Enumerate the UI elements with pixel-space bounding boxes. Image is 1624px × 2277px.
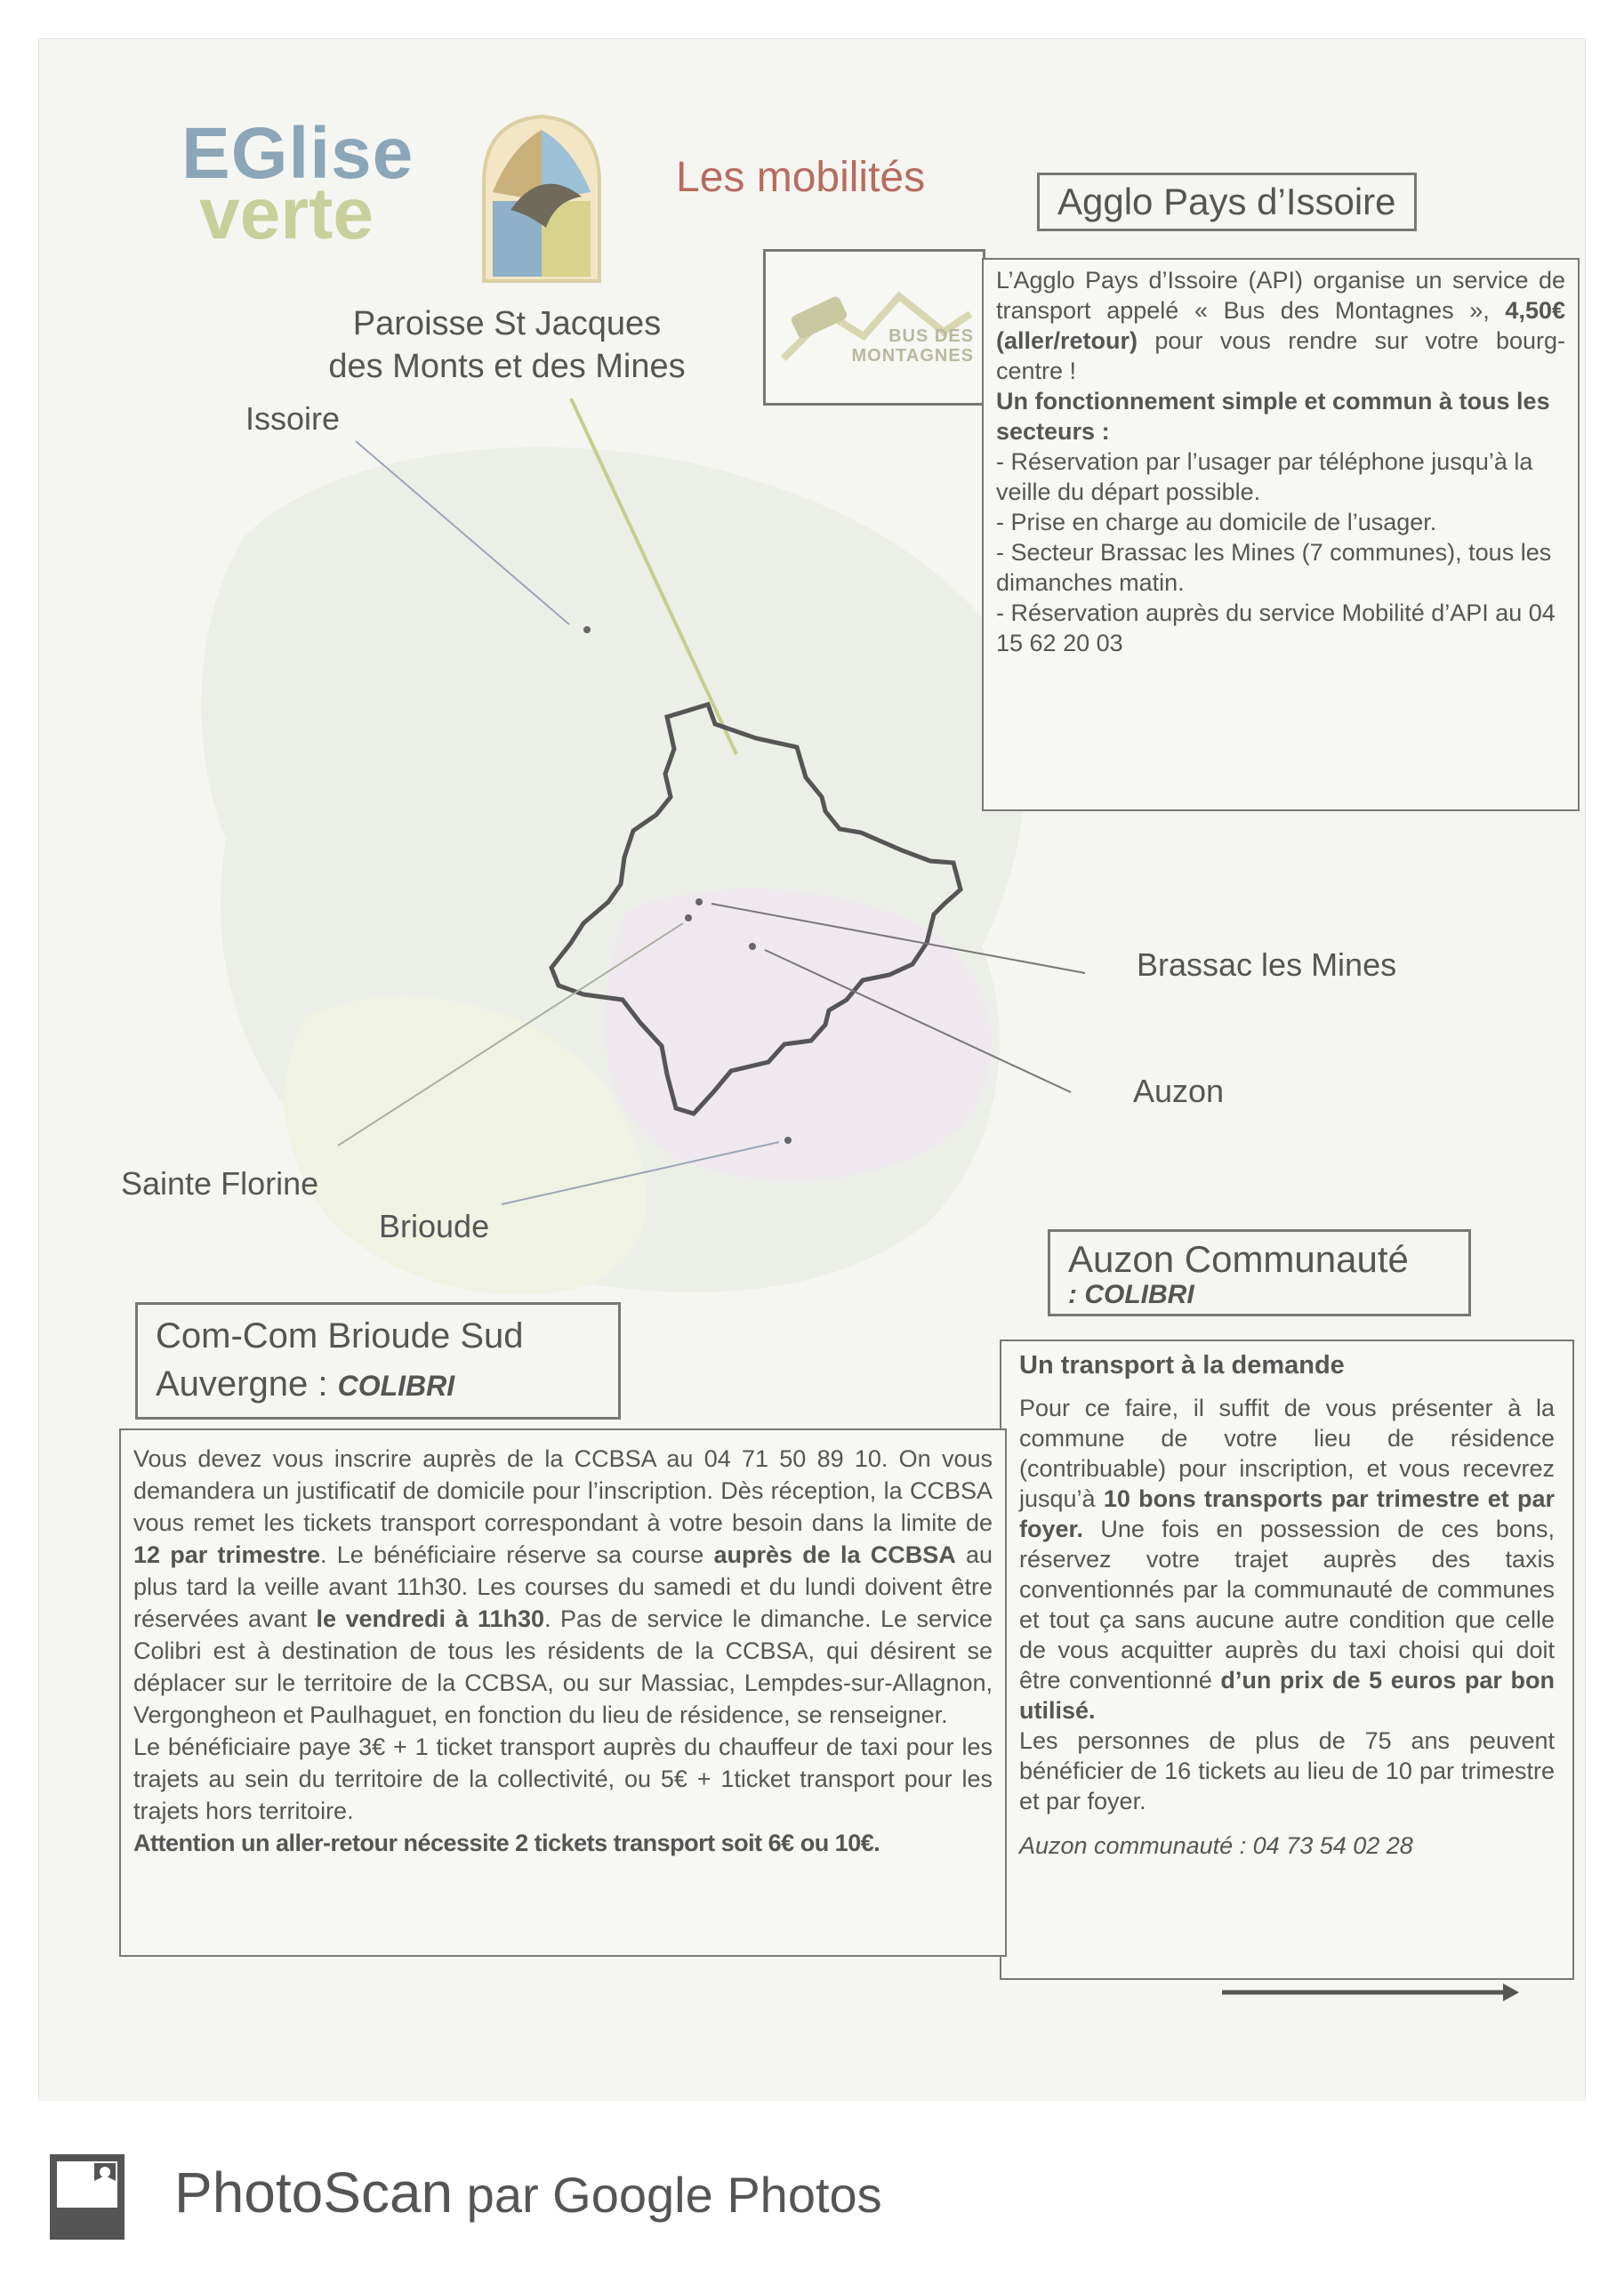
auzon-title-subtitle: : COLIBRI [1068, 1280, 1194, 1309]
parish-name-line1: Paroisse St Jacques [352, 305, 662, 342]
next-arrow-icon [1503, 1983, 1519, 2001]
parish-territory-outline [551, 704, 961, 1114]
auzon-dot [749, 943, 756, 950]
logo-text-line1: EGlise [181, 113, 414, 194]
bus-logo-line1: BUS DES [888, 326, 974, 346]
agglo-info-box [982, 258, 1580, 811]
label-sainte-florine: Sainte Florine [121, 1165, 319, 1202]
parish-pointer-line [571, 398, 736, 754]
ccbsa-paragraph-2: Le bénéficiaire paye 3€ + 1 ticket transport auprès du chauffeur de taxi pour les trajets au sein du territoire de la collectivité, ou 5€ + 1ticket transport pour les trajets hors territoire. [133, 1734, 993, 1824]
issoire-dot [583, 626, 591, 633]
ccbsa-info-box [119, 1428, 1007, 1957]
agglo-title: Agglo Pays d’Issoire [1057, 181, 1396, 222]
agglo-intro: L’Agglo Pays d’Issoire (API) organise un service de transport appelé « Bus des Montagnes », 4,50€ (aller/retour) pour vous rendre sur votre bourg-centre ! [996, 267, 1565, 384]
auzon-title-box [1048, 1229, 1471, 1316]
photoscan-watermark: PhotoScan par Google Photos [174, 2160, 882, 2225]
auzon-paragraph-1: Pour ce faire, il suffit de vous présenter à la commune de votre lieu de résidence (contribuable) pour inscription, et vous recevrez jusqu’à 10 bons transports par trimestre et par foyer. Une fois en possession de ces bons, réservez votre trajet auprès des taxis conventionnés par la communauté de communes et tout ça sans aucune autre condition que celle de vous acquitter auprès du taxi choisi qui doit être conventionné d’un prix de 5 euros par bon utilisé. [1019, 1395, 1555, 1724]
agglo-item: - Réservation par l’usager par téléphone jusqu’à la veille du départ possible. [996, 448, 1533, 505]
ccbsa-warning: Attention un aller-retour nécessite 2 tickets transport soit 6€ ou 10€. [133, 1830, 880, 1856]
agglo-item: - Prise en charge au domicile de l’usager. [996, 509, 1437, 535]
photoscan-footer [0, 2101, 1624, 2277]
auzon-heading: Un transport à la demande [1019, 1351, 1345, 1380]
parish-name-line2: des Monts et des Mines [328, 348, 686, 385]
ccbsa-paragraph-1: Vous devez vous inscrire auprès de la CCBSA au 04 71 50 89 10. On vous demandera un justificatif de domicile pour l’inscription. Dès réception, la CCBSA vous remet les tickets transport correspondant à votre besoin dans la limite de 12 par trimestre. Le bénéficiaire réserve sa course auprès de la CCBSA au plus tard la veille avant 11h30. Les courses du samedi et du lundi doivent être réservées avant le vendredi à 11h30. Pas de service le dimanche. Le service Colibri est à destination de tous les résidents de la CCBSA, qui désirent se déplacer sur le territoire de la CCBSA, ou sur Massiac, Lempdes-sur-Allagnon, Vergongheon et Paulhaguet, en fonction du lieu de résidence, se renseigner. [133, 1445, 993, 1728]
auzon-contact: Auzon communauté : 04 73 54 02 28 [1019, 1832, 1413, 1859]
label-brassac: Brassac les Mines [1137, 946, 1397, 983]
brassac-pointer-line [712, 904, 1085, 973]
brioude-dot [784, 1137, 792, 1144]
label-issoire: Issoire [245, 400, 341, 437]
ccbsa-title-line2: Auvergne : COLIBRI [156, 1364, 455, 1404]
auzon-pointer-line [765, 950, 1071, 1092]
bus-des-montagnes-logo [763, 249, 985, 406]
agglo-subtitle: Un fonctionnement simple et commun à tous les secteurs : [996, 388, 1550, 445]
brioude-pointer-line [502, 1142, 779, 1204]
auzon-info-box [1000, 1340, 1574, 1980]
agglo-item: - Secteur Brassac les Mines (7 communes), tous les dimanches matin. [996, 539, 1552, 596]
auzon-title: Auzon Communauté [1068, 1238, 1409, 1280]
bus-logo-line2: MONTAGNES [851, 346, 974, 366]
agglo-item: - Réservation auprès du service Mobilité d’API au 04 15 62 20 03 [996, 599, 1556, 656]
auzon-paragraph-2: Les personnes de plus de 75 ans peuvent bénéficier de 16 tickets au lieu de 10 par trimestre et par foyer. [1019, 1727, 1555, 1814]
sainte-florine-pointer-line [338, 923, 683, 1146]
label-auzon: Auzon [1133, 1073, 1225, 1109]
brassac-dot [695, 898, 703, 905]
page-title: Les mobilités [676, 154, 926, 201]
photoscan-icon [50, 2154, 125, 2240]
agglo-title-box [1037, 173, 1417, 231]
sainte-florine-dot [685, 914, 692, 921]
logo-text-line2: verte [199, 173, 374, 254]
scanned-flyer [39, 39, 1585, 2101]
label-brioude: Brioude [379, 1208, 490, 1244]
issoire-pointer-line [356, 441, 569, 624]
ccbsa-title-box [135, 1302, 621, 1420]
ccbsa-title: Com-Com Brioude Sud [156, 1316, 524, 1356]
